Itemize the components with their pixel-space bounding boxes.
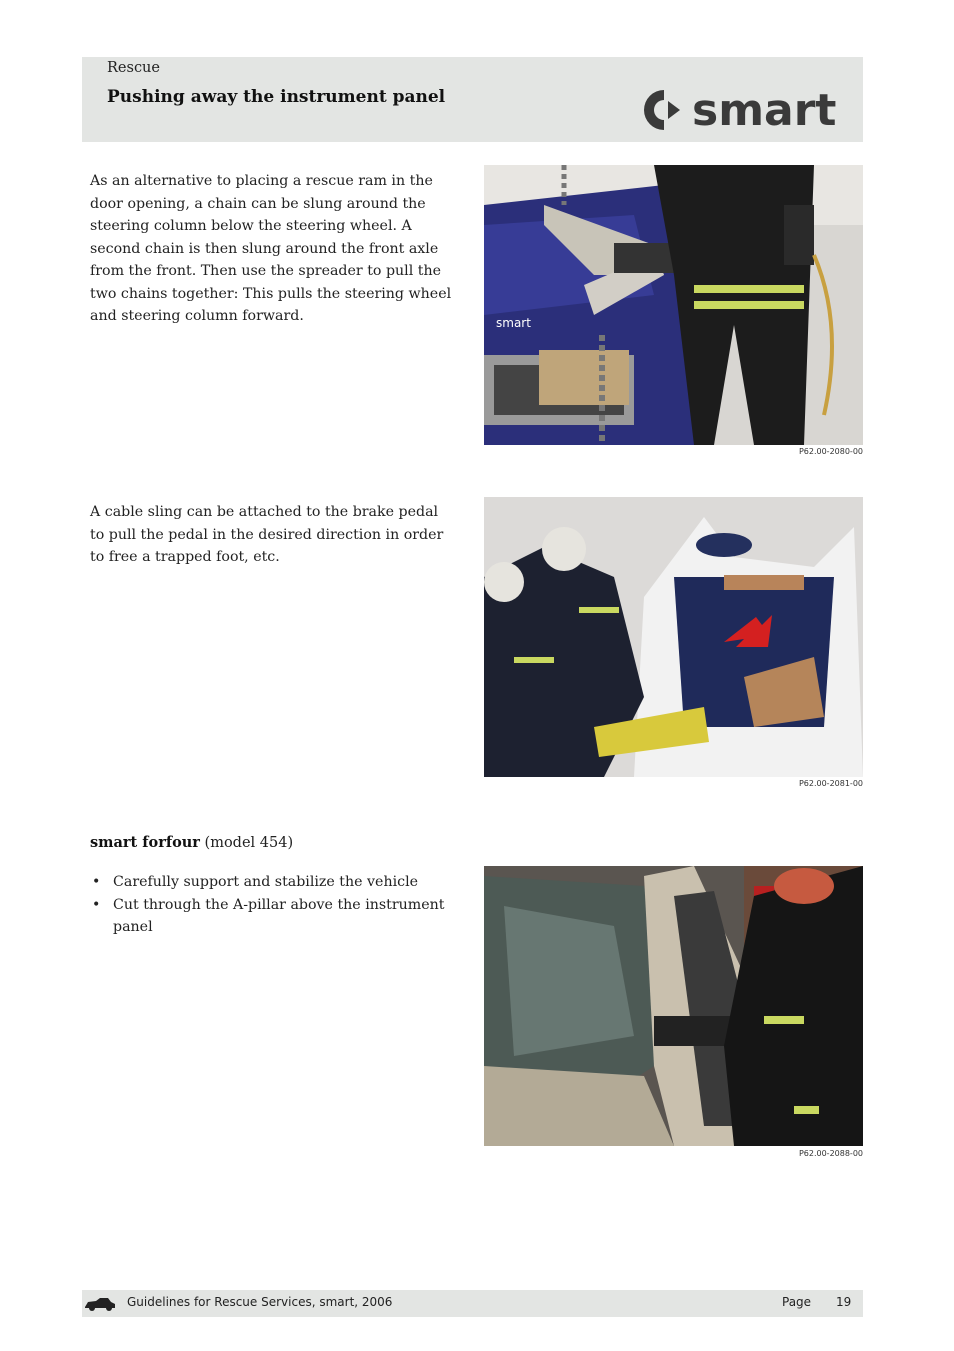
model-heading (90, 834, 293, 851)
paragraph-cable-sling: A cable sling can be attached to the brake pedal to pull the pedal in the desired direction in order to free a trapped foot, etc. (90, 504, 444, 565)
paragraph-chain-method: As an alternative to placing a rescue ram in the door opening, a chain can be slung around the steering column below the steering wheel. A second chain is then slung around the front axle from the front. Then use the spreader to pull the two chains together: This pulls the steering wheel and steering column forward. (90, 173, 452, 324)
photo-caption-3: P62.00-2088-00 (798, 1149, 863, 1158)
footer-title: Guidelines for Rescue Services, smart, 2006 (127, 1295, 393, 1309)
smart-logo (642, 87, 842, 133)
instruction-list (90, 871, 452, 939)
page-header (82, 57, 863, 142)
photo-caption-1: P62.00-2080-00 (798, 447, 863, 456)
section-label: Rescue (107, 60, 160, 76)
car-badge: smart (496, 316, 531, 330)
page-label: Page (782, 1295, 812, 1309)
car-icon (84, 1296, 116, 1312)
photo-brake-pedal (484, 497, 863, 777)
list-item: • Cut through the A-pillar above the instrument panel (90, 894, 452, 939)
model-name: smart forfour (90, 834, 200, 851)
photo-spreader-chains (484, 165, 863, 445)
page-number: 19 (836, 1295, 852, 1309)
list-item: • Carefully support and stabilize the vehicle (90, 871, 452, 894)
page-footer (82, 1290, 863, 1317)
model-number: (model 454) (199, 835, 294, 851)
logo-wordmark: smart (692, 87, 837, 133)
photo-caption-2: P62.00-2081-00 (798, 779, 863, 788)
page-title: Pushing away the instrument panel (107, 87, 446, 107)
photo-a-pillar-cut (484, 866, 863, 1146)
